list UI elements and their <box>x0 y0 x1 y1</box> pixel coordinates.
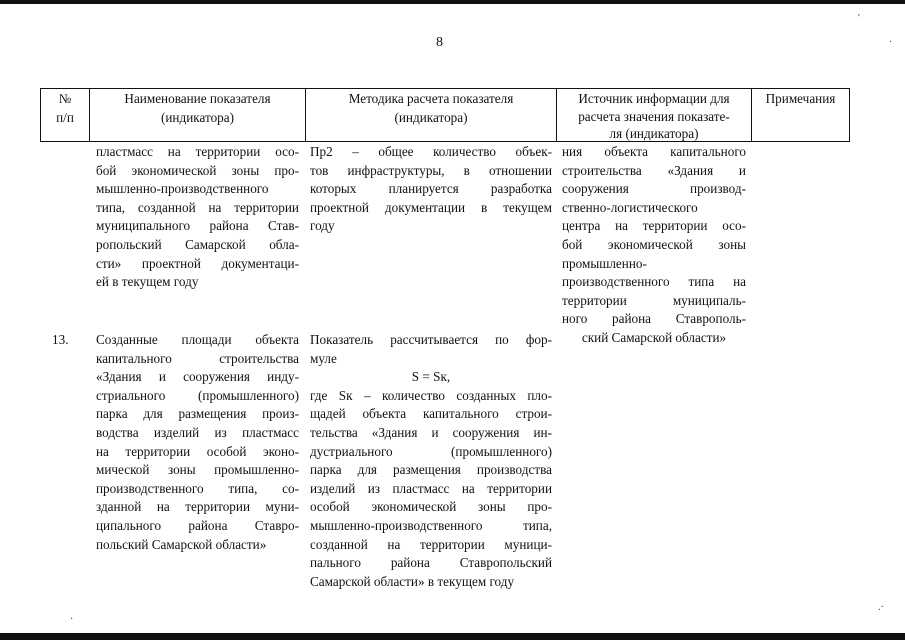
cont-row-method: Пр2 – общее количество объек- тов инфраструктуры, в отношении которых планируется разработка проектной документации в текущем году <box>310 144 552 234</box>
cont-row-name: пластмасс на территории осо- бой экономической зоны про- мышленно-производственного типа, созданной на территории муниципального района Став- ропольский Самарской обла- сти» проектной документаци- ей в текущем году <box>96 144 299 290</box>
cont-row-source: ния объекта капитального строительства «Здания и сооружения производ- ственно-логистического центра на территории осо- бой экономической зоны промышленно- производственного типа на территории муниципаль- ного района Ставрополь- ский Самарской области» <box>562 144 746 345</box>
header-name: Наименование показателя (индикатора) <box>124 91 271 125</box>
scan-speck: · <box>70 614 74 625</box>
scan-speck: .· <box>878 602 884 613</box>
header-source: Источник информации для расчета значения показате- ля (индикатора) <box>578 91 730 141</box>
row-13-number: 13. <box>52 332 69 347</box>
scan-speck: · <box>889 37 893 48</box>
table-border-right <box>849 88 850 142</box>
row-13-method: Показатель рассчитывается по фор- муле S = Sк, где Sк – количество созданных пло- щадей объекта капитального строи- тельства «Здания и сооружения ин- дустриального (промышленного) парка для размещения производства изделий из пластмасс на территории особой экономической зоны про- мышленно-производственного типа, созданной на территории муници- пального района Ставропольский Самарской области» в текущем году <box>310 332 552 589</box>
header-method: Методика расчета показателя (индикатора) <box>348 91 514 125</box>
scan-top-edge <box>0 0 905 4</box>
header-notes: Примечания <box>765 91 836 106</box>
scan-bottom-edge <box>0 633 905 640</box>
row-13-formula: S = Sк, <box>411 369 451 385</box>
page-number: 8 <box>436 35 443 50</box>
header-num: № п/п <box>56 91 74 125</box>
table-border-top <box>40 88 850 89</box>
row-13-name: Созданные площади объекта капитального строительства «Здания и сооружения инду- стриального (промышленного) парка для размещения произ- водства изделий из пластмасс на территории особой эконо- мической зоны промышленно- производственного типа, со- зданной на территории муни- ципального района Ставро- польский Самарской области» <box>96 332 299 552</box>
scan-speck: ' <box>858 13 860 24</box>
